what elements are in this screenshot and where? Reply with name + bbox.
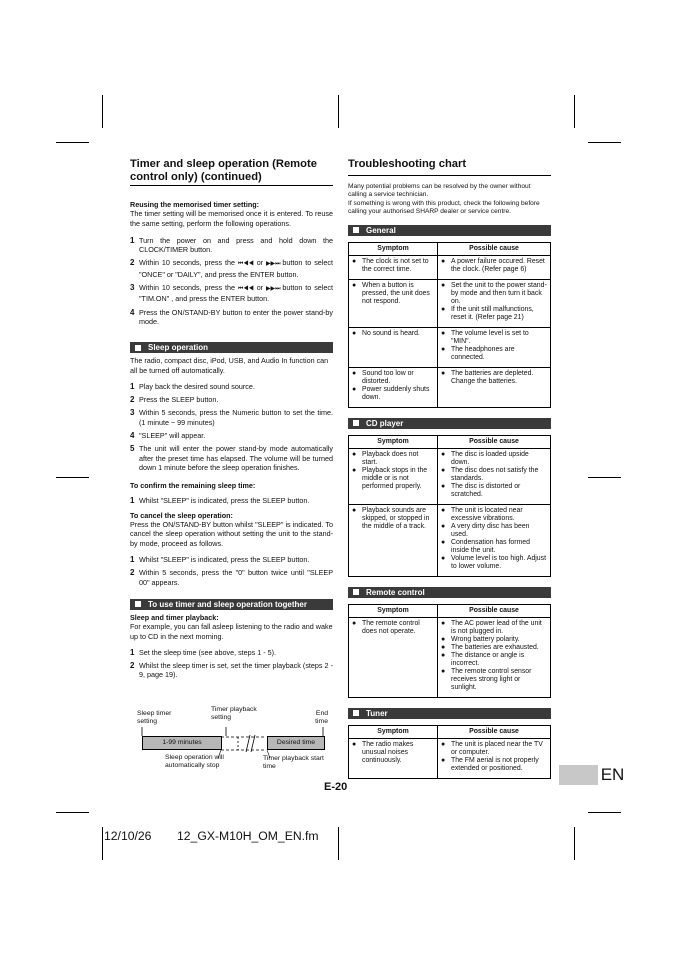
list-item: 2 Within 10 seconds, press the ⏮◀◀ or ▶▶⏭ button to select "ONCE" or "DAILY", and press the ENTER button.	[130, 258, 333, 279]
cause-cell	[438, 738, 551, 778]
list-item: 1 Play back the desired sound source.	[130, 381, 255, 391]
bullet-icon: ●	[441, 345, 446, 353]
bullet-icon: ●	[441, 281, 446, 289]
bullet-icon: ●	[441, 466, 446, 474]
next-track-icon: ▶▶⏭	[266, 286, 280, 293]
bullet-icon: ●	[441, 651, 446, 659]
symptom-cell	[349, 279, 438, 327]
sleep-intro: The radio, compact disc, iPod, USB, and Audio In function can all be turned off automatically.	[130, 356, 329, 375]
list-item: 2 Press the SLEEP button.	[130, 395, 219, 405]
right-title: Troubleshooting chart	[348, 158, 551, 176]
bullet-icon: ●	[441, 635, 446, 643]
list-item: ● The batteries are depleted. Change the batteries.	[441, 369, 534, 385]
cancel-heading: To cancel the sleep operation:	[130, 510, 233, 520]
playback-start-label: Timer playback start time	[263, 755, 324, 770]
timer-sleep-diagram	[130, 706, 335, 776]
list-item: ● Set the unit to the power stand-by mode and then turn it back on.	[441, 281, 547, 305]
list-item: ● Sound too low or distorted.	[352, 369, 414, 385]
table-row	[349, 448, 551, 504]
footer-date: 12/10/26	[104, 829, 152, 843]
bullet-icon: ●	[352, 450, 357, 458]
bullet-icon: ●	[352, 385, 357, 393]
end-time-label: End time	[315, 710, 328, 725]
cause-cell	[438, 327, 551, 367]
list-item: 1 Set the sleep time (see above, steps 1 - 5).	[130, 647, 277, 657]
playback-duration-bar: Desired time	[267, 736, 325, 750]
confirm-heading: To confirm the remaining sleep time:	[130, 481, 256, 491]
confirm-steps	[130, 496, 333, 505]
list-item: ● The disc does not satisfy the standards.	[441, 466, 539, 482]
prev-track-icon: ⏮◀◀	[237, 286, 254, 293]
list-item: ● A very dirty disc has been used.	[441, 522, 530, 538]
bullet-icon: ●	[352, 369, 357, 377]
bullet-icon: ●	[441, 257, 446, 265]
reuse-text: The timer setting will be memorised once it is entered. To reuse the same setting, perform the following operations.	[130, 209, 333, 228]
cause-cell	[438, 367, 551, 407]
list-item: 1 Whilst "SLEEP" is indicated, press the SLEEP button.	[130, 495, 310, 505]
section-bar-together: To use timer and sleep operation together	[130, 599, 333, 610]
bullet-icon: ●	[441, 667, 446, 675]
bullet-icon: ●	[441, 756, 446, 764]
bullet-icon: ●	[352, 506, 357, 514]
list-item: ● No sound is heard.	[352, 329, 420, 337]
language-tab	[559, 765, 651, 785]
bullet-icon: ●	[441, 369, 446, 377]
symptom-cell	[349, 367, 438, 407]
list-item: 3 Within 5 seconds, press the Numeric button to set the time. (1 minute ~ 99 minutes)	[130, 408, 333, 427]
left-title: Timer and sleep operation (Remote control only) (continued)	[130, 158, 333, 186]
reuse-heading: Reusing the memorised timer setting:	[130, 200, 259, 209]
list-item: 4 Press the ON/STAND-BY button to enter the power stand-by mode.	[130, 307, 333, 326]
list-item: ● The FM aerial is not properly extended or positioned.	[441, 756, 539, 772]
table-row	[349, 327, 551, 367]
list-item: ● The batteries are exhausted.	[441, 643, 539, 651]
cancel-text: Press the ON/STAND-BY button whilst "SLEEP" is indicated. To cancel the sleep operation without setting the unit to the stand-by mode, proceed as follows.	[130, 520, 333, 548]
troubleshoot-table	[348, 604, 551, 698]
bullet-icon: ●	[441, 538, 446, 546]
symptom-header: Symptom	[349, 604, 438, 617]
list-item: ● The clock is not set to the correct time.	[352, 257, 429, 273]
cause-cell	[438, 448, 551, 504]
cause-cell	[438, 504, 551, 576]
list-item: ● The AC power lead of the unit is not plugged in.	[441, 619, 542, 635]
list-item: 1 Whilst "SLEEP" is indicated, press the SLEEP button.	[130, 555, 310, 565]
bullet-icon: ●	[441, 305, 446, 313]
sleep-steps	[130, 382, 333, 472]
list-item: ● A power failure occured. Reset the clock. (Refer page 6)	[441, 257, 545, 273]
square-icon	[135, 345, 141, 351]
square-icon	[353, 589, 359, 595]
together-heading: Sleep and timer playback:	[130, 612, 219, 622]
list-item: 3 Within 10 seconds, press the ⏮◀◀ or ▶▶⏭ button to select "TIM.ON" , and press the ENTER button.	[130, 283, 333, 304]
troubleshoot-intro-2: If something is wrong with this product, check the following before calling your authorised SHARP dealer or service centre.	[348, 199, 540, 215]
cause-header: Possible cause	[438, 725, 551, 738]
list-item: ● The radio makes unusual noises continuously.	[352, 740, 414, 764]
list-item: ● The unit is placed near the TV or computer.	[441, 740, 543, 756]
list-item: ● Condensation has formed inside the unit.	[441, 538, 530, 554]
square-icon	[353, 227, 359, 233]
bullet-icon: ●	[352, 257, 357, 265]
table-header-row	[349, 604, 551, 617]
troubleshoot-sections	[348, 225, 551, 779]
square-icon	[135, 601, 141, 607]
list-item: 2 Within 5 seconds, press the "0" button twice until "SLEEP 00" appears.	[130, 568, 333, 587]
list-item: ● If the unit still malfunctions, reset it. (Refer page 21)	[441, 305, 534, 321]
list-item: 5 The unit will enter the power stand-by mode automatically after the preset time has elapsed. The volume will be turned down 1 minute before the sleep operation finishes.	[130, 444, 333, 472]
bullet-icon: ●	[352, 466, 357, 474]
bullet-icon: ●	[441, 482, 446, 490]
list-item: ● The remote control does not operate.	[352, 619, 420, 635]
bullet-icon: ●	[441, 450, 446, 458]
symptom-header: Symptom	[349, 242, 438, 255]
list-item: ● Playback does not start.	[352, 450, 419, 466]
troubleshoot-intro-1: Many potential problems can be resolved by the owner without calling a service technician.	[348, 182, 531, 198]
square-icon	[353, 710, 359, 716]
table-row	[349, 255, 551, 279]
cause-header: Possible cause	[438, 604, 551, 617]
symptom-cell	[349, 738, 438, 778]
bullet-icon: ●	[441, 522, 446, 530]
bullet-icon: ●	[352, 281, 357, 289]
footer-filename: 12_GX-M10H_OM_EN.fm	[177, 829, 319, 843]
together-text: For example, you can fall asleep listening to the radio and wake up to CD in the next morning.	[130, 622, 333, 641]
sleep-timer-setting-label: Sleep timer setting	[137, 710, 172, 725]
section-bar-general: General	[348, 225, 551, 236]
table-header-row	[349, 435, 551, 448]
table-header-row	[349, 725, 551, 738]
list-item: ● The unit is located near excessive vibrations.	[441, 506, 523, 522]
table-row	[349, 504, 551, 576]
cause-header: Possible cause	[438, 435, 551, 448]
page-number: E-20	[324, 781, 348, 793]
list-item: ● The distance or angle is incorrect.	[441, 651, 525, 667]
cancel-steps	[130, 555, 333, 587]
list-item: ● The volume level is set to "MIN".	[441, 329, 529, 345]
list-item: ● Wrong battery polarity.	[441, 635, 520, 643]
table-header-row	[349, 242, 551, 255]
bullet-icon: ●	[441, 554, 446, 562]
table-row	[349, 617, 551, 697]
cause-header: Possible cause	[438, 242, 551, 255]
troubleshoot-table	[348, 725, 551, 779]
prev-track-icon: ⏮◀◀	[237, 261, 254, 268]
symptom-cell	[349, 327, 438, 367]
section-bar-cd-player: CD player	[348, 418, 551, 429]
timer-playback-setting-label: Timer playback setting	[211, 706, 257, 721]
sleep-duration-bar: 1-99 minutes	[142, 736, 222, 750]
table-row	[349, 367, 551, 407]
symptom-header: Symptom	[349, 725, 438, 738]
left-column	[130, 158, 333, 684]
bullet-icon: ●	[441, 740, 446, 748]
symptom-header: Symptom	[349, 435, 438, 448]
language-tab-shade	[559, 765, 598, 785]
list-item: ● The disc is distorted or scratched.	[441, 482, 521, 498]
language-tab-label: EN	[600, 765, 625, 784]
next-track-icon: ▶▶⏭	[266, 261, 280, 268]
troubleshoot-table	[348, 435, 551, 577]
bullet-icon: ●	[441, 329, 446, 337]
symptom-cell	[349, 255, 438, 279]
reuse-steps	[130, 236, 333, 326]
bullet-icon: ●	[352, 740, 357, 748]
bullet-icon: ●	[352, 619, 357, 627]
right-column	[348, 158, 551, 779]
table-row	[349, 738, 551, 778]
symptom-cell	[349, 617, 438, 697]
together-steps	[130, 648, 333, 680]
list-item: 2 Whilst the sleep timer is set, set the timer playback (steps 2 - 9, page 19).	[130, 661, 333, 680]
list-item: 4 "SLEEP" will appear.	[130, 431, 206, 441]
list-item: ● Power suddenly shuts down.	[352, 385, 430, 401]
square-icon	[353, 420, 359, 426]
list-item: ● The remote control sensor receives strong light or sunlight.	[441, 667, 532, 691]
list-item: ● Volume level is too high. Adjust to lower volume.	[441, 554, 546, 570]
list-item: ● Playback sounds are skipped, or stopped in the middle of a track.	[352, 506, 430, 530]
bullet-icon: ●	[352, 329, 357, 337]
bullet-icon: ●	[441, 643, 446, 651]
section-bar-sleep: Sleep operation	[130, 342, 333, 353]
section-bar-remote-control: Remote control	[348, 587, 551, 598]
list-item: ● When a button is pressed, the unit does not respond.	[352, 281, 430, 305]
symptom-cell	[349, 504, 438, 576]
bullet-icon: ●	[441, 619, 446, 627]
list-item: ● The headphones are connected.	[441, 345, 515, 361]
list-item: ● Playback stops in the middle or is not performed properly.	[352, 466, 428, 490]
bullet-icon: ●	[441, 506, 446, 514]
table-row	[349, 279, 551, 327]
cause-cell	[438, 617, 551, 697]
list-item: ● The disc is loaded upside down.	[441, 450, 529, 466]
section-bar-tuner: Tuner	[348, 708, 551, 719]
list-item: 1 Turn the power on and press and hold down the CLOCK/TIMER button.	[130, 235, 333, 255]
troubleshoot-table	[348, 242, 551, 408]
cause-cell	[438, 279, 551, 327]
sleep-stop-label: Sleep operation will automatically stop	[165, 754, 224, 769]
cause-cell	[438, 255, 551, 279]
symptom-cell	[349, 448, 438, 504]
